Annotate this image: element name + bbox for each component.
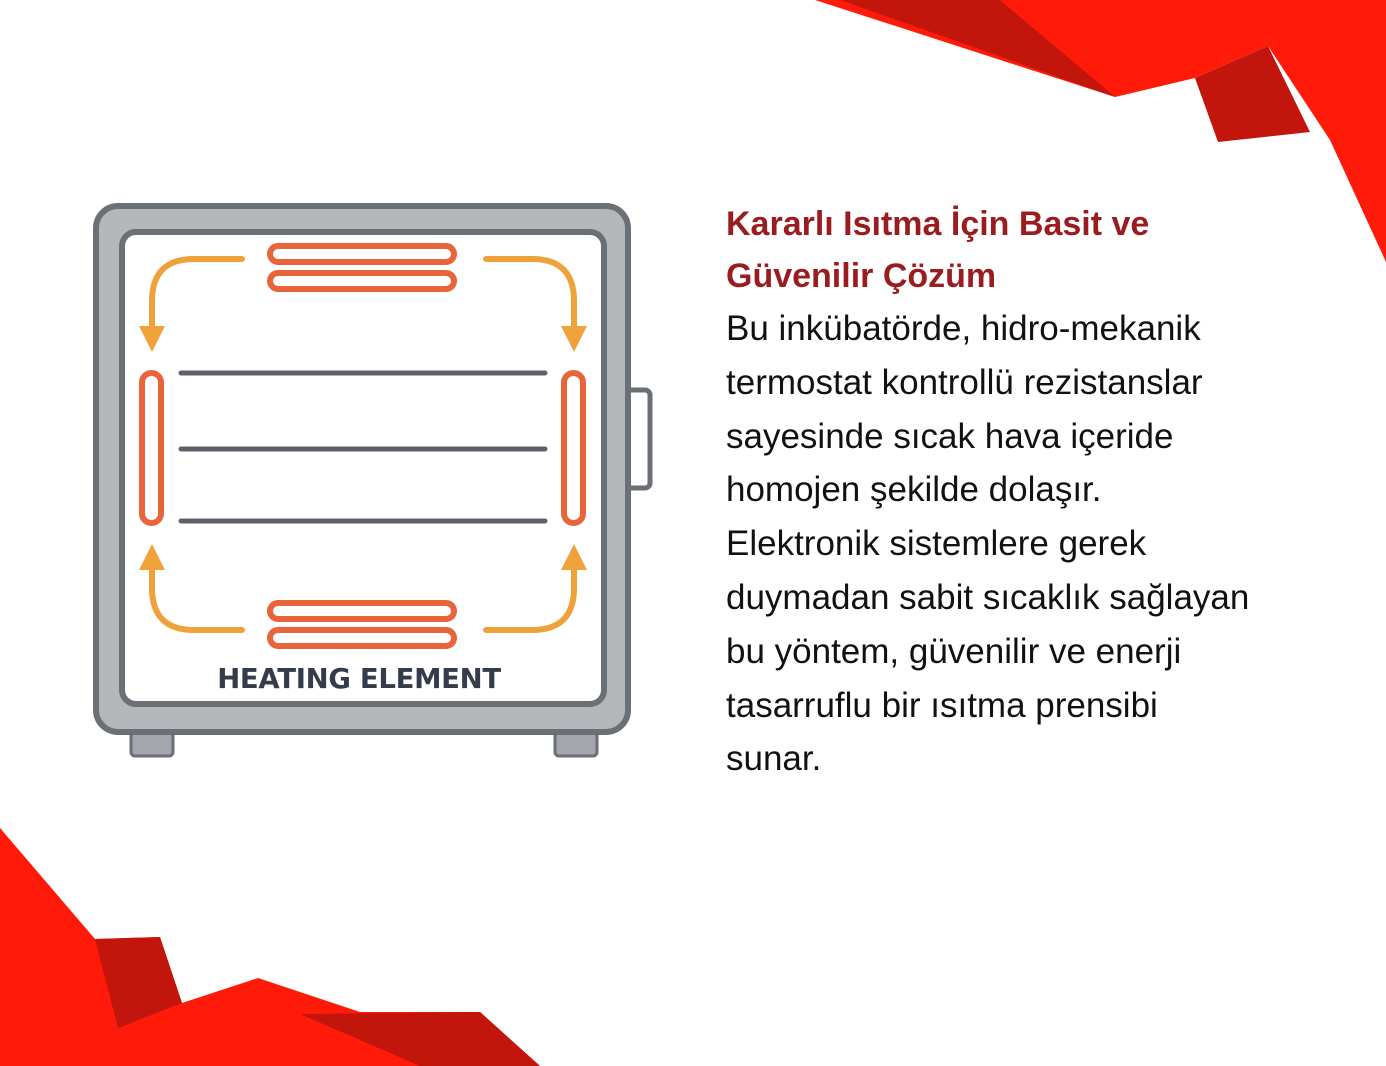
description-block xyxy=(726,198,1346,786)
body-line: tasarruflu bir ısıtma prensibi xyxy=(726,685,1158,725)
body-line: Elektronik sistemlere gerek xyxy=(726,524,1147,564)
bottom-left-corner-shape xyxy=(0,828,540,1066)
body-line: bu yöntem, güvenilir ve enerji xyxy=(726,631,1182,671)
cabinet-inner-chamber xyxy=(122,232,604,704)
heating-element-label: HEATING ELEMENT xyxy=(217,663,501,695)
body-line: termostat kontrollü rezistanslar xyxy=(726,362,1203,402)
incubator-illustration xyxy=(80,195,670,775)
slide-title xyxy=(726,198,1346,302)
title-line: Kararlı Isıtma İçin Basit ve xyxy=(726,205,1150,243)
description-text xyxy=(726,302,1346,786)
body-line: duymadan sabit sıcaklık sağlayan xyxy=(726,577,1250,617)
title-line: Güvenilir Çözüm xyxy=(726,257,997,295)
body-line: sayesinde sıcak hava içeride xyxy=(726,416,1174,456)
body-line: sunar. xyxy=(726,739,822,779)
body-line: homojen şekilde dolaşır. xyxy=(726,470,1102,510)
body-line: Bu inkübatörde, hidro-mekanik xyxy=(726,309,1201,348)
